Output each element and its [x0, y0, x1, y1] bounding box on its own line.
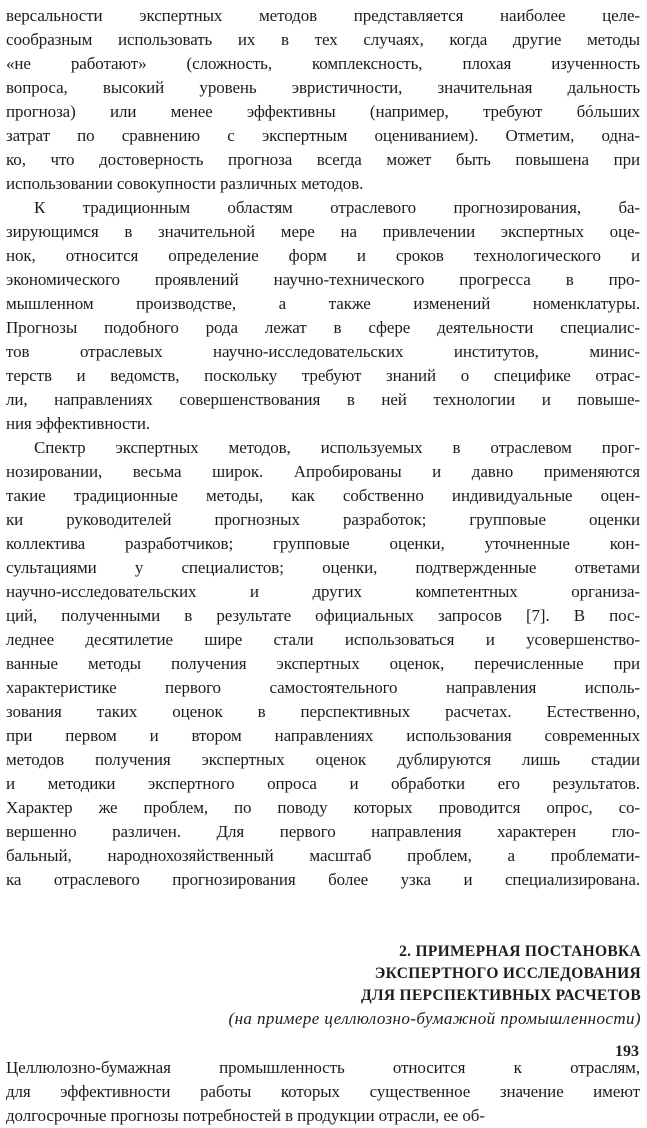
- text-line: сультациями у специалистов; оценки, подтвержденные ответами: [6, 558, 640, 577]
- text-line: характеристике первого самостоятельного направления исполь-: [6, 678, 640, 697]
- text-line: затрат по сравнению с экспертным оцениванием). Отметим, одна-: [6, 126, 640, 145]
- text-line: ки руководителей прогнозных разработок; групповые оценки: [6, 510, 640, 529]
- text-line: версальности экспертных методов представляется наиболее целе-: [6, 6, 640, 25]
- text-line: ций, полученными в результате официальных запросов [7]. В пос-: [6, 606, 640, 625]
- text-line: «не работают» (сложность, комплексность, плохая изученность: [6, 54, 640, 73]
- text-line: вершенно различен. Для первого направления характерен гло-: [6, 822, 640, 841]
- text-line: коллектива разработчиков; групповые оценки, уточненные кон-: [6, 534, 640, 553]
- text-line: использовании совокупности различных методов.: [6, 174, 364, 193]
- text-line: ка отраслевого прогнозирования более узка и специализирована.: [6, 870, 640, 889]
- text-line: такие традиционные методы, как собственно индивидуальные оцен-: [6, 486, 640, 505]
- text-line: леднее десятилетие шире стали использоваться и усовершенство-: [6, 630, 640, 649]
- text-line: К традиционным областям отраслевого прогнозирования, ба-: [34, 198, 640, 217]
- text-line: мышленном производстве, а также изменений номенклатуры.: [6, 294, 640, 313]
- text-line: для эффективности работы которых существенное значение имеют: [6, 1082, 640, 1101]
- text-line: ния эффективности.: [6, 414, 151, 433]
- section-subtitle: (на примере целлюлозно-бумажной промышленности): [228, 1009, 641, 1028]
- text-line: долгосрочные прогнозы потребностей в продукции отрасли, ее об-: [6, 1106, 485, 1125]
- text-line: экономического проявлений научно-технического прогресса в про-: [6, 270, 640, 289]
- text-line: ли, направлениях совершенствования в ней технологии и повыше-: [6, 390, 640, 409]
- text-line: терств и ведомств, поскольку требуют знаний о специфике отрас-: [6, 366, 640, 385]
- text-line: при первом и втором направлениях использования современных: [6, 726, 640, 745]
- text-line: Целлюлозно-бумажная промышленность относится к отраслям,: [6, 1058, 640, 1077]
- text-line: ко, что достоверность прогноза всегда может быть повышена при: [6, 150, 640, 169]
- text-line: тов отраслевых научно-исследовательских институтов, минис-: [6, 342, 640, 361]
- text-line: методов получения экспертных оценок дублируются лишь стадии: [6, 750, 640, 769]
- text-line: сообразным использовать их в тех случаях, когда другие методы: [6, 30, 640, 49]
- section-heading-line-3: ДЛЯ ПЕРСПЕКТИВНЫХ РАСЧЕТОВ: [361, 987, 641, 1004]
- text-line: зирующимся в значительной мере на привлечении экспертных оце-: [6, 222, 640, 241]
- text-line: нозировании, весьма широк. Апробированы и давно применяются: [6, 462, 640, 481]
- text-line: зования таких оценок в перспективных расчетах. Естественно,: [6, 702, 640, 721]
- text-line: и методики экспертного опроса и обработки его результатов.: [6, 774, 640, 793]
- text-line: Прогнозы подобного рода лежат в сфере деятельности специалис-: [6, 318, 640, 337]
- text-line: прогноза) или менее эффективны (например, требуют бóльших: [6, 102, 640, 121]
- page-number: 193: [615, 1043, 639, 1060]
- text-line: ванные методы получения экспертных оценок, перечисленные при: [6, 654, 640, 673]
- text-line: Спектр экспертных методов, используемых в отраслевом прог-: [34, 438, 640, 457]
- section-heading-line-2: ЭКСПЕРТНОГО ИССЛЕДОВАНИЯ: [374, 965, 641, 982]
- section-heading-line-1: 2. ПРИМЕРНАЯ ПОСТАНОВКА: [399, 943, 641, 960]
- text-line: Характер же проблем, по поводу которых проводится опрос, со-: [6, 798, 640, 817]
- text-line: научно-исследовательских и других компетентных организа-: [6, 582, 640, 601]
- text-line: вопроса, высокий уровень эвристичности, значительная дальность: [6, 78, 640, 97]
- text-line: нок, относится определение форм и сроков технологического и: [6, 246, 640, 265]
- text-line: бальный, народнохозяйственный масштаб проблем, а проблемати-: [6, 846, 640, 865]
